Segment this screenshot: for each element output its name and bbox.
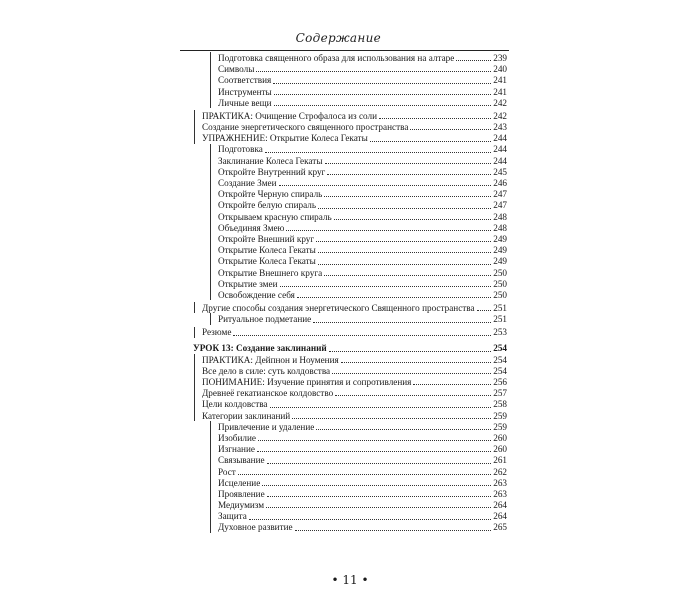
toc-entry-row [194, 327, 507, 338]
toc-entry-row [210, 477, 507, 488]
dot-leader [341, 361, 491, 363]
toc-entry-title: Подготовка [218, 144, 263, 155]
toc-entry-title: Исцеление [218, 477, 261, 488]
toc-entry-row [210, 488, 507, 499]
toc-entry-page: 254 [493, 343, 507, 354]
toc-entry-page: 248 [493, 211, 507, 222]
dot-leader [318, 251, 491, 253]
dot-leader [379, 117, 491, 119]
toc-entry-page: 260 [493, 432, 507, 443]
dot-leader [313, 321, 491, 323]
toc-entry-title: Изобилие [218, 432, 256, 443]
toc-entry-title: Создание энергетического священного пространства [202, 122, 409, 133]
toc-entry-title: Открытие Колеса Гекаты [218, 256, 316, 267]
dot-leader [274, 104, 492, 106]
toc-entry-title: Открытие Внешнего круга [218, 267, 323, 278]
toc-entry-page: 242 [493, 97, 507, 108]
dot-leader [265, 151, 491, 153]
toc-entry-row [194, 354, 507, 365]
toc-entry-page: 261 [493, 455, 507, 466]
running-header [180, 28, 509, 51]
toc-entry-page: 242 [493, 110, 507, 121]
toc-entry-page: 250 [493, 278, 507, 289]
toc-entry-title: Объединяя Змею [218, 222, 285, 233]
toc-entry-page: 259 [493, 421, 507, 432]
toc-entry-page: 243 [493, 122, 507, 133]
toc-entry-row [194, 132, 507, 143]
toc-entry-title: Откройте белую спираль [218, 200, 317, 211]
toc-entry-title: Медиумизм [218, 500, 265, 511]
toc-entry-row [194, 410, 507, 421]
toc-entry-title: Откройте Внешний круг [218, 233, 315, 244]
dot-leader [318, 263, 491, 265]
toc-entry-row [210, 211, 507, 222]
dot-leader [286, 229, 491, 231]
dot-leader [297, 296, 491, 298]
dot-leader [274, 93, 492, 95]
toc-entry-title: Изгнание [218, 444, 255, 455]
toc-entry-row [210, 199, 507, 210]
dot-leader [249, 518, 491, 520]
dot-leader [295, 529, 492, 531]
toc-entry-row [210, 289, 507, 300]
toc-entry-row [194, 365, 507, 376]
toc-entry-row [194, 302, 507, 313]
toc-entry-row [210, 97, 507, 108]
toc-entry-page: 247 [493, 189, 507, 200]
toc-entry-row [210, 522, 507, 533]
toc-entry-title: Другие способы создания энергетического Священного пространства [202, 303, 475, 314]
toc-entry-row [210, 255, 507, 266]
toc-entry-page: 263 [493, 488, 507, 499]
toc-entry-page: 244 [493, 155, 507, 166]
dot-leader [262, 484, 491, 486]
dot-leader [316, 428, 491, 430]
page-number: • 11 • [331, 573, 369, 587]
toc-entry-row [210, 432, 507, 443]
toc-entry-title: Связывание [218, 455, 265, 466]
toc-entry-title: Все дело в силе: суть колдовства [202, 365, 331, 376]
dot-leader [316, 240, 491, 242]
toc-lesson-row [193, 341, 507, 354]
toc-entry-title: Цели колдовства [202, 399, 268, 410]
toc-entry-page: 257 [493, 388, 507, 399]
toc-entry-row [210, 510, 507, 521]
dot-leader [292, 417, 491, 419]
toc-entry-title: Соответствия [218, 75, 272, 86]
toc-entry-row [210, 278, 507, 289]
dot-leader [327, 173, 491, 175]
toc-entry-row [194, 376, 507, 387]
dot-leader [257, 450, 491, 452]
toc-entry-page: 239 [493, 52, 507, 63]
toc-entry-title: ПРАКТИКА: Дейпнон и Ноумения [202, 354, 339, 365]
toc-entry-title: Проявление [218, 488, 265, 499]
toc-entry-page: 263 [493, 477, 507, 488]
toc-entry-page: 249 [493, 245, 507, 256]
toc-entry-page: 249 [493, 256, 507, 267]
toc-entry-title: Символы [218, 64, 255, 75]
toc-entry-title: Освобождение себя [218, 289, 295, 300]
toc-entry-row [210, 313, 507, 324]
toc-entry-row [210, 63, 507, 74]
toc-entry-row [210, 233, 507, 244]
dot-leader [267, 462, 492, 464]
toc-entry-title: Рост [218, 466, 236, 477]
toc-entry-row [210, 74, 507, 85]
dot-leader [325, 162, 492, 164]
toc-entry-row [210, 499, 507, 510]
toc-entry-page: 251 [493, 314, 507, 325]
toc-entry-title: Резюме [202, 327, 232, 338]
toc-entry-page: 254 [493, 365, 507, 376]
toc-entry-page: 264 [493, 511, 507, 522]
dot-leader [267, 495, 492, 497]
dot-leader [332, 372, 491, 374]
dot-leader [318, 207, 491, 209]
toc-entry-title: Древнеё гекатианское колдовство [202, 388, 334, 399]
toc-entry-page: 259 [493, 410, 507, 421]
toc-entry-title: Открытие змеи [218, 278, 278, 289]
dot-leader [258, 439, 491, 441]
dot-leader [335, 394, 491, 396]
toc-entry-page: 258 [493, 399, 507, 410]
toc-entry-page: 249 [493, 233, 507, 244]
toc-entry-row [194, 398, 507, 409]
toc-entry-title: ПОНИМАНИЕ: Изучение принятия и сопротивления [202, 377, 412, 388]
toc-entry-row [210, 267, 507, 278]
toc-entry-title: Категории заклинаний [202, 410, 291, 421]
toc-entry-row [210, 188, 507, 199]
dot-leader [266, 506, 491, 508]
toc-entry-title: Ритуальное подметание [218, 314, 312, 325]
dot-leader [256, 70, 491, 72]
toc-entry-page: 244 [493, 144, 507, 155]
toc-entry-page: 251 [493, 303, 507, 314]
dot-leader [238, 473, 491, 475]
toc-entry-row [210, 166, 507, 177]
toc-entry-row [210, 222, 507, 233]
toc-entry-page: 241 [493, 75, 507, 86]
toc-entry-page: 256 [493, 377, 507, 388]
toc-entry-page: 264 [493, 500, 507, 511]
toc-entry-row [210, 144, 507, 155]
header-title: Содержание [295, 31, 381, 45]
toc-entry-page: 265 [493, 522, 507, 533]
toc-entry-page: 247 [493, 200, 507, 211]
dot-leader [280, 285, 492, 287]
dot-leader [324, 274, 491, 276]
toc-entry-row [210, 86, 507, 97]
toc-entry-page: 254 [493, 354, 507, 365]
toc-entry-page: 240 [493, 64, 507, 75]
dot-leader [233, 334, 491, 336]
toc-entry-title: Откройте Внутренний круг [218, 166, 326, 177]
toc-entry-page: 250 [493, 267, 507, 278]
toc-entry-page: 241 [493, 86, 507, 97]
toc-entry-title: Открытие Колеса Гекаты [218, 245, 316, 256]
toc-entry-row [210, 244, 507, 255]
toc-entry-title: ПРАКТИКА: Очищение Строфалоса из соли [202, 110, 378, 121]
toc-entry-title: Личные вещи [218, 97, 272, 108]
dot-leader [279, 184, 492, 186]
toc-entry-title: Заклинание Колеса Гекаты [218, 155, 323, 166]
toc-entry-title: Духовное развитие [218, 522, 293, 533]
dot-leader [370, 140, 491, 142]
dot-leader [413, 383, 491, 385]
dot-leader [270, 406, 492, 408]
toc-entry-page: 245 [493, 166, 507, 177]
toc-entry-title: Открываем красную спираль [218, 211, 332, 222]
toc-entry-row [194, 121, 507, 132]
dot-leader [334, 218, 492, 220]
toc-entry-title: Откройте Черную спираль [218, 189, 323, 200]
toc-entry-page: 248 [493, 222, 507, 233]
toc-entry-row [210, 155, 507, 166]
toc-entry-title: Защита [218, 511, 247, 522]
toc-entry-title: Подготовка священного образа для использования на алтаре [218, 52, 455, 63]
table-of-contents [194, 52, 507, 533]
toc-entry-row [210, 177, 507, 188]
dot-leader [329, 350, 492, 352]
dot-leader [273, 82, 491, 84]
toc-entry-title: УРОК 13: Создание заклинаний [193, 343, 327, 354]
toc-entry-page: 246 [493, 178, 507, 189]
toc-entry-row [210, 421, 507, 432]
toc-entry-page: 260 [493, 444, 507, 455]
dot-leader [477, 309, 492, 311]
dot-leader [410, 128, 491, 130]
dot-leader [456, 59, 491, 61]
toc-entry-title: Привлечение и удаление [218, 421, 315, 432]
toc-entry-row [210, 52, 507, 63]
dot-leader [324, 195, 491, 197]
toc-entry-row [194, 387, 507, 398]
toc-entry-page: 250 [493, 289, 507, 300]
toc-entry-page: 244 [493, 133, 507, 144]
toc-entry-title: УПРАЖНЕНИЕ: Открытие Колеса Гекаты [202, 133, 368, 144]
toc-entry-page: 262 [493, 466, 507, 477]
toc-entry-row [210, 466, 507, 477]
toc-entry-title: Инструменты [218, 86, 272, 97]
toc-entry-row [194, 110, 507, 121]
toc-entry-row [210, 454, 507, 465]
toc-entry-page: 253 [493, 327, 507, 338]
toc-entry-title: Создание Змеи [218, 178, 277, 189]
toc-entry-row [210, 443, 507, 454]
